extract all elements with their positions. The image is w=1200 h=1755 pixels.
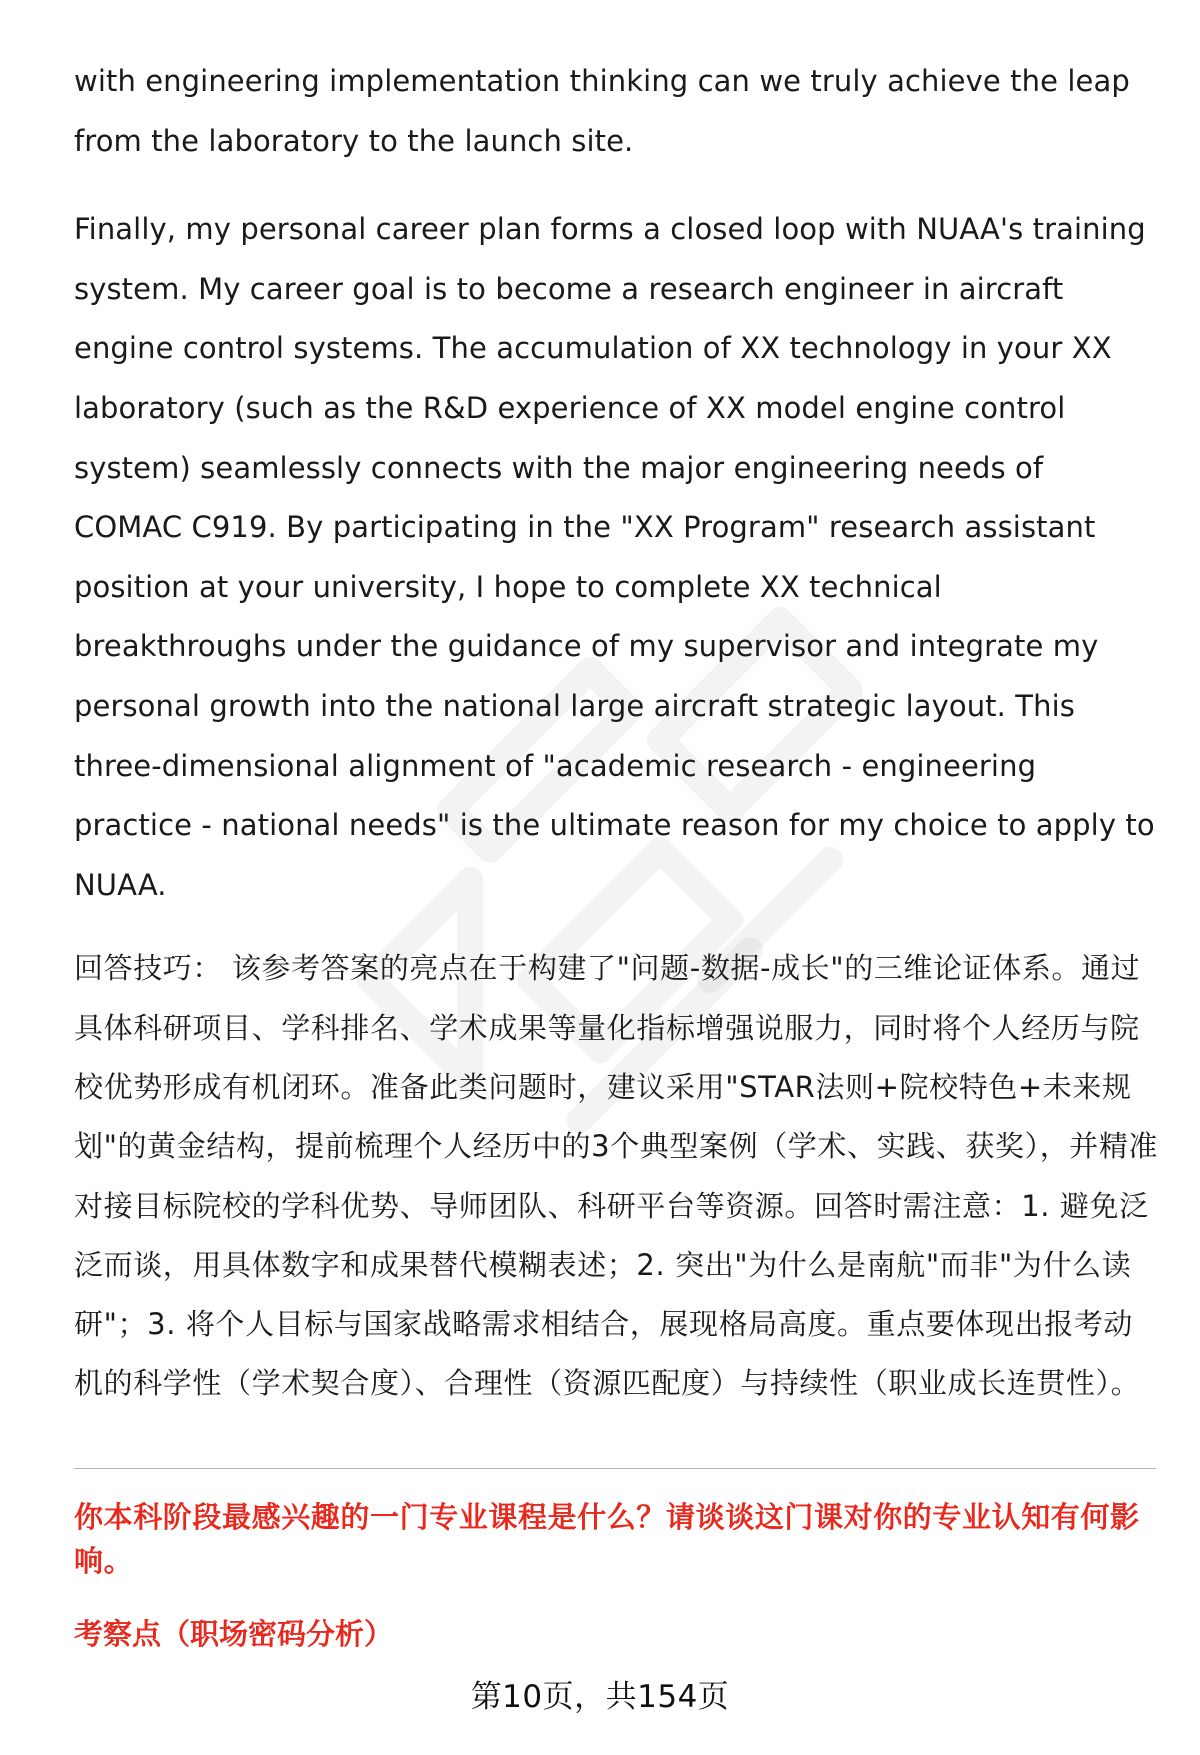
answer-tips-paragraph: 回答技巧： 该参考答案的亮点在于构建了"问题-数据-成长"的三维论证体系。通过具体科研项目、学科排名、学术成果等量化指标增强说服力，同时将个人经历与院校优势形成有机闭环。准备此类问题时，建议采用"STAR法则+院校特色+未来规划"的黄金结构，提前梳理个人经历中的3个典型案例（学术、实践、获奖），并精准对接目标院校的学科优势、导师团队、科研平台等资源。回答时需注意：1. 避免泛泛而谈，用具体数字和成果替代模糊表述；2. 突出"为什么是南航"而非"为什么读研"；3. 将个人目标与国家战略需求相结合，展现格局高度。重点要体现出报考动机的科学性（学术契合度）、合理性（资源匹配度）与持续性（职业成长连贯性）。 [74, 951, 1159, 1401]
main-content [74, 52, 1160, 1414]
interview-question: 你本科阶段最感兴趣的一门专业课程是什么？请谈谈这门课对你的专业认知有何影响。 [74, 1500, 1140, 1578]
section-divider [74, 1468, 1156, 1469]
answer-paragraph-1: with engineering implementation thinking can we truly achieve the leap from the laboratory to the launch site. [74, 64, 1130, 158]
section-heading: 考察点（职场密码分析） [74, 1617, 394, 1651]
answer-paragraph-2: Finally, my personal career plan forms a closed loop with NUAA's training system. My career goal is to become a research engineer in aircraft engine control systems. The accumulation of XX technology in your XX laboratory (such as the R&D experience of XX model engine control system) seamlessly connects with the major engineering needs of COMAC C919. By participating in the "XX Program" research assistant position at your university, I hope to complete XX technical breakthroughs under the guidance of my supervisor and integrate my personal growth into the national large aircraft strategic layout. This three-dimensional alignment of "academic research - engineering practice - national needs" is the ultimate reason for my choice to apply to NUAA. [74, 212, 1155, 902]
page-footer: 第10页，共154页 [470, 1679, 730, 1715]
